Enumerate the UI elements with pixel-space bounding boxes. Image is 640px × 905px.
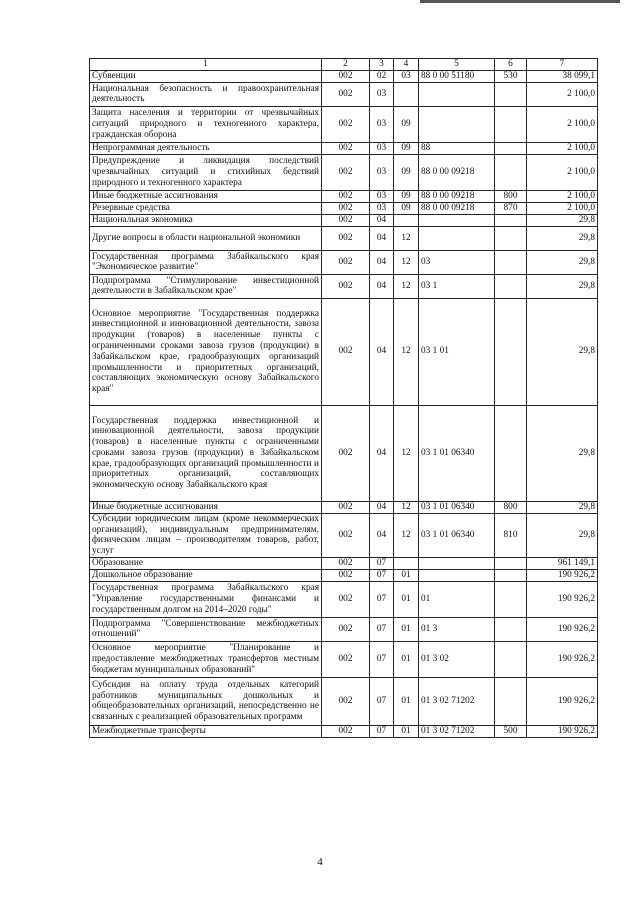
cell-code-3: 07 [370,581,394,617]
cell-code-4: 12 [394,501,419,513]
cell-code-5: 88 0 00 09218 [419,202,495,214]
cell-code-4: 01 [394,725,419,737]
cell-code-2: 002 [322,154,370,190]
cell-code-3: 04 [370,298,394,405]
cell-code-5: 88 0 00 09218 [419,154,495,190]
cell-code-2: 002 [322,677,370,725]
cell-code-4 [394,214,419,226]
row-name: Национальная экономика [90,214,322,226]
cell-code-3: 04 [370,513,394,557]
table-row [90,501,598,513]
cell-code-2: 002 [322,190,370,202]
row-name: Основное мероприятие "Планирование и предоставление межбюджетных трансфертов местным бюджетам муниципальных образований" [90,641,322,677]
cell-code-3: 04 [370,501,394,513]
column-header: 2 [322,59,370,71]
cell-code-5 [419,106,495,142]
cell-code-5 [419,82,495,106]
table-row [90,250,598,274]
row-name: Межбюджетные трансферты [90,725,322,737]
table-row [90,513,598,557]
table-row [90,142,598,154]
table-header-row [90,59,598,71]
cell-amount: 190 926,2 [527,617,598,641]
cell-code-4: 09 [394,106,419,142]
row-name: Иные бюджетные ассигнования [90,190,322,202]
cell-code-5 [419,226,495,250]
row-name: Защита населения и территории от чрезвычайных ситуаций природного и техногенного характера, гражданская оборона [90,106,322,142]
cell-code-5: 01 3 02 [419,641,495,677]
cell-code-2: 002 [322,298,370,405]
cell-code-3: 04 [370,250,394,274]
cell-code-3: 03 [370,82,394,106]
cell-code-3: 03 [370,106,394,142]
cell-code-6 [495,298,527,405]
cell-code-4: 12 [394,226,419,250]
row-name: Национальная безопасность и правоохранительная деятельность [90,82,322,106]
row-name: Непрограммная деятельность [90,142,322,154]
cell-amount: 2 100,0 [527,142,598,154]
cell-amount: 2 100,0 [527,202,598,214]
cell-code-6 [495,274,527,298]
cell-code-6 [495,226,527,250]
cell-code-4: 01 [394,569,419,581]
cell-code-3: 03 [370,190,394,202]
table-row [90,202,598,214]
row-name: Государственная программа Забайкальского края "Управление государственными финансами и государственным долгом на 2014–2020 годы" [90,581,322,617]
cell-amount: 29,8 [527,274,598,298]
row-name: Субсидия на оплату труда отдельных категорий работников муниципальных дошкольных и общеобразовательных организаций, непосредственно не связанных с реализацией образовательных программ [90,677,322,725]
cell-amount: 29,8 [527,226,598,250]
cell-code-6: 500 [495,725,527,737]
cell-code-2: 002 [322,617,370,641]
cell-amount: 29,8 [527,298,598,405]
cell-code-3: 07 [370,569,394,581]
cell-code-4: 09 [394,142,419,154]
cell-code-4: 12 [394,250,419,274]
cell-code-4: 09 [394,154,419,190]
table-row [90,274,598,298]
cell-code-6 [495,82,527,106]
cell-code-5: 01 3 [419,617,495,641]
cell-code-5: 03 1 01 06340 [419,405,495,501]
cell-code-6 [495,617,527,641]
table-row [90,617,598,641]
cell-code-2: 002 [322,106,370,142]
cell-amount: 29,8 [527,501,598,513]
cell-amount: 2 100,0 [527,106,598,142]
cell-code-6: 530 [495,70,527,82]
column-header: 4 [394,59,419,71]
cell-amount: 2 100,0 [527,190,598,202]
cell-code-3: 04 [370,405,394,501]
table-row [90,154,598,190]
cell-amount: 2 100,0 [527,82,598,106]
table-row [90,70,598,82]
cell-code-4: 01 [394,581,419,617]
cell-code-2: 002 [322,142,370,154]
row-name: Государственная программа Забайкальского края "Экономическое развитие" [90,250,322,274]
column-header: 5 [419,59,495,71]
cell-code-4: 01 [394,677,419,725]
cell-amount: 190 926,2 [527,641,598,677]
cell-code-6 [495,142,527,154]
cell-code-2: 002 [322,274,370,298]
cell-code-6: 800 [495,501,527,513]
row-name: Другие вопросы в области национальной экономики [90,226,322,250]
cell-code-2: 002 [322,82,370,106]
cell-code-3: 03 [370,142,394,154]
cell-code-4 [394,557,419,569]
cell-code-2: 002 [322,581,370,617]
row-name: Подпрограмма "Стимулирование инвестиционной деятельности в Забайкальском крае" [90,274,322,298]
cell-code-3: 07 [370,641,394,677]
cell-code-4: 12 [394,513,419,557]
cell-code-6 [495,641,527,677]
cell-code-3: 03 [370,202,394,214]
cell-code-6 [495,569,527,581]
cell-code-3: 07 [370,557,394,569]
cell-code-5: 88 [419,142,495,154]
cell-amount: 961 149,1 [527,557,598,569]
table-row [90,569,598,581]
cell-amount: 29,8 [527,405,598,501]
cell-code-6 [495,677,527,725]
table-row [90,106,598,142]
table-row [90,226,598,250]
cell-code-3: 03 [370,154,394,190]
cell-code-5: 03 1 01 06340 [419,513,495,557]
row-name: Субвенции [90,70,322,82]
cell-amount: 29,8 [527,250,598,274]
cell-code-4: 09 [394,190,419,202]
row-name: Дошкольное образование [90,569,322,581]
cell-amount: 190 926,2 [527,581,598,617]
budget-table [89,58,598,738]
cell-code-4: 01 [394,641,419,677]
cell-code-4 [394,82,419,106]
cell-code-5: 03 1 01 [419,298,495,405]
table-row [90,405,598,501]
table-row [90,190,598,202]
cell-code-3: 04 [370,226,394,250]
table-row [90,557,598,569]
table-row [90,581,598,617]
cell-code-2: 002 [322,202,370,214]
cell-amount: 2 100,0 [527,154,598,190]
cell-code-2: 002 [322,250,370,274]
row-name: Подпрограмма "Совершенствование межбюджетных отношений" [90,617,322,641]
cell-code-5: 01 3 02 71202 [419,677,495,725]
column-header: 7 [527,59,598,71]
cell-code-2: 002 [322,226,370,250]
row-name: Образование [90,557,322,569]
table-row [90,677,598,725]
table-row [90,298,598,405]
page-number: 4 [317,856,323,868]
table-row [90,725,598,737]
row-name: Субсидии юридическим лицам (кроме некоммерческих организаций), индивидуальным предпринимателям, физическим лицам – производителям товаров, работ, услуг [90,513,322,557]
cell-code-5 [419,214,495,226]
cell-amount: 190 926,2 [527,569,598,581]
cell-code-5 [419,557,495,569]
cell-code-2: 002 [322,501,370,513]
cell-code-6 [495,250,527,274]
column-header: 1 [90,59,322,71]
cell-code-3: 07 [370,677,394,725]
cell-code-6: 800 [495,190,527,202]
cell-code-6 [495,557,527,569]
cell-code-2: 002 [322,641,370,677]
cell-code-3: 07 [370,725,394,737]
cell-code-2: 002 [322,557,370,569]
cell-amount: 29,8 [527,214,598,226]
cell-code-5: 88 0 00 51180 [419,70,495,82]
cell-code-6 [495,154,527,190]
cell-amount: 190 926,2 [527,677,598,725]
cell-code-2: 002 [322,569,370,581]
cell-code-4: 03 [394,70,419,82]
row-name: Предупреждение и ликвидация последствий чрезвычайных ситуаций и стихийных бедствий природного и техногенного характера [90,154,322,190]
cell-amount: 29,8 [527,513,598,557]
cell-code-6 [495,405,527,501]
cell-code-5: 01 [419,581,495,617]
cell-code-2: 002 [322,725,370,737]
cell-amount: 38 099,1 [527,70,598,82]
cell-code-5: 03 1 01 06340 [419,501,495,513]
cell-code-2: 002 [322,214,370,226]
cell-code-5: 88 0 00 09218 [419,190,495,202]
cell-code-2: 002 [322,405,370,501]
table-row [90,82,598,106]
table-row [90,214,598,226]
cell-code-5: 01 3 02 71202 [419,725,495,737]
cell-code-2: 002 [322,70,370,82]
scan-edge-mark [420,0,620,3]
cell-code-3: 07 [370,617,394,641]
column-header: 3 [370,59,394,71]
cell-code-6: 870 [495,202,527,214]
table-row [90,641,598,677]
cell-code-5: 03 [419,250,495,274]
cell-code-2: 002 [322,513,370,557]
cell-code-3: 04 [370,274,394,298]
cell-code-6 [495,106,527,142]
row-name: Иные бюджетные ассигнования [90,501,322,513]
cell-amount: 190 926,2 [527,725,598,737]
cell-code-6 [495,214,527,226]
cell-code-4: 12 [394,405,419,501]
cell-code-3: 02 [370,70,394,82]
cell-code-4: 12 [394,274,419,298]
cell-code-5 [419,569,495,581]
column-header: 6 [495,59,527,71]
cell-code-3: 04 [370,214,394,226]
row-name: Государственная поддержка инвестиционной и инновационной деятельности, завоза продукции (товаров) в населенные пункты с ограниченными сроками завоза грузов (продукции) в Забайкальском крае, градообразующих организаций промышленности и приоритетных организаций, составляющих экономическую основу Забайкальского края [90,405,322,501]
cell-code-5: 03 1 [419,274,495,298]
cell-code-6 [495,581,527,617]
cell-code-6: 810 [495,513,527,557]
cell-code-4: 09 [394,202,419,214]
row-name: Основное мероприятие "Государственная поддержка инвестиционной и инновационной деятельности, завоза продукции (товаров) в населенные пункты с ограниченными сроками завоза грузов (продукции) в Забайкальском крае, градообразующих организаций промышленности и приоритетных организаций, составляющих экономическую основу Забайкальского края" [90,298,322,405]
cell-code-4: 12 [394,298,419,405]
cell-code-4: 01 [394,617,419,641]
row-name: Резервные средства [90,202,322,214]
